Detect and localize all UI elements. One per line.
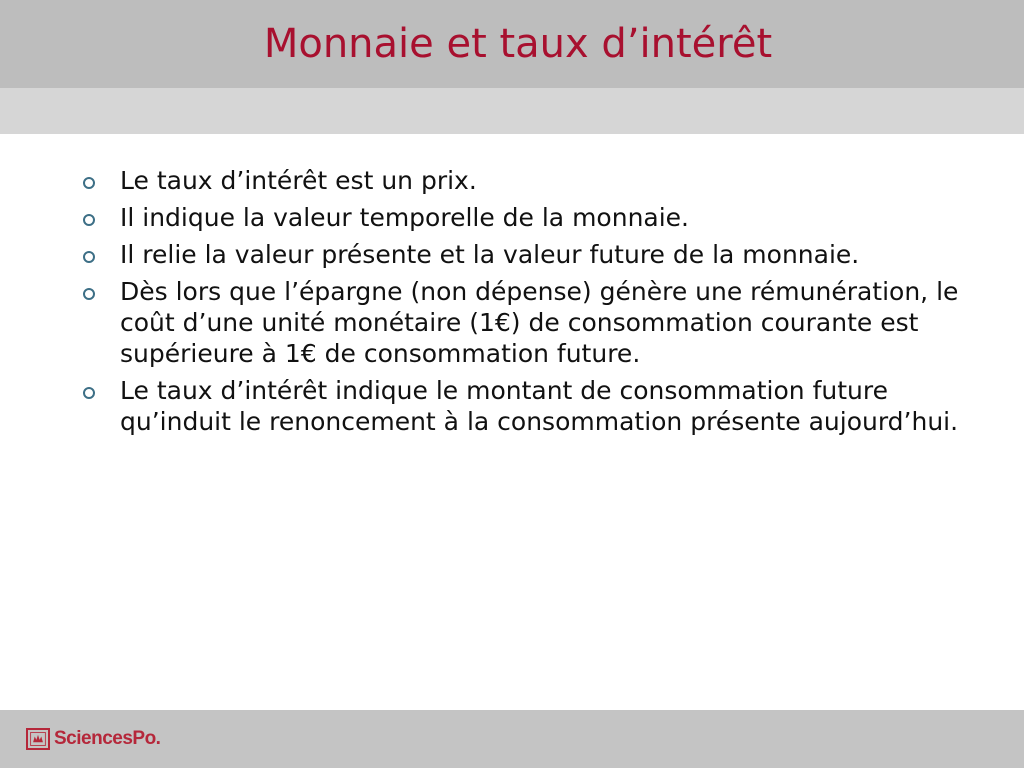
crest-icon — [26, 728, 50, 750]
bullet-list — [76, 165, 976, 443]
bullet-item — [76, 239, 976, 270]
circle-bullet-icon — [83, 177, 95, 189]
header-sub-band — [0, 88, 1024, 134]
bullet-item — [76, 165, 976, 196]
bullet-text: Il indique la valeur temporelle de la monnaie. — [120, 203, 690, 232]
bullet-text: Le taux d’intérêt indique le montant de consommation future qu’induit le renoncement à la consommation présente aujourd’hui. — [120, 376, 959, 436]
circle-bullet-icon — [83, 288, 95, 300]
slide-title: Monnaie et taux d’intérêt — [263, 21, 773, 67]
bullet-item — [76, 276, 976, 369]
bullet-text: Le taux d’intérêt est un prix. — [120, 166, 477, 195]
circle-bullet-icon — [83, 387, 95, 399]
bullet-text: Il relie la valeur présente et la valeur future de la monnaie. — [120, 240, 860, 269]
sciencespo-logo — [26, 726, 160, 752]
bullet-item — [76, 375, 976, 437]
circle-bullet-icon — [83, 251, 95, 263]
logo-text: SciencesPo. — [54, 728, 161, 749]
bullet-item — [76, 202, 976, 233]
circle-bullet-icon — [83, 214, 95, 226]
bullet-text: Dès lors que l’épargne (non dépense) génère une rémunération, le coût d’une unité monétaire (1€) de consommation courante est supérieure à 1€ de consommation future. — [120, 277, 959, 368]
